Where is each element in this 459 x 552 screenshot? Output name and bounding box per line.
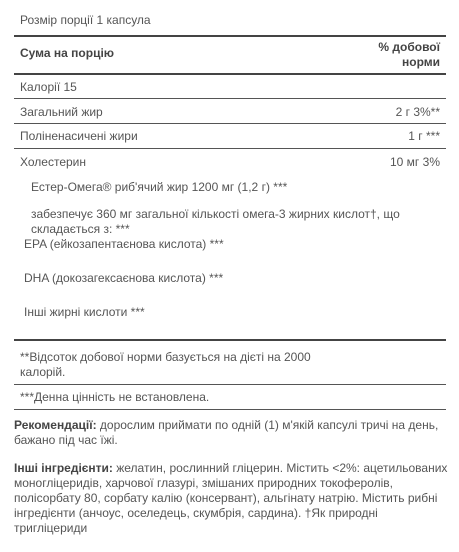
footnote-not-established: ***Денна цінність не встановлена.: [20, 390, 210, 404]
nutrient-name: Поліненасичені жири: [20, 129, 138, 143]
divider: [14, 35, 446, 37]
nutrient-value: 2 г 3%**: [395, 105, 440, 119]
epa-line: EPA (ейкозапентаєнова кислота) ***: [24, 237, 224, 251]
ingredients-line3: полісорбату 80, сорбату калію (консервант), альгінату натрію. Містить рибні: [14, 491, 438, 505]
footnote-daily-value-line2: калорій.: [20, 365, 66, 379]
recommendations-line1: [14, 418, 438, 433]
recommendations-label: Рекомендації:: [14, 418, 97, 432]
omega3-provides-line1: забезпечує 360 мг загальної кількості омега-3 жирних кислот†, що: [31, 207, 400, 221]
divider: [14, 148, 446, 149]
recommendations-text: дорослим приймати по одній (1) м'якій капсулі тричі на день,: [96, 418, 439, 432]
dha-line: DHA (докозагексаєнова кислота) ***: [24, 271, 224, 285]
divider: [14, 409, 446, 410]
divider: [14, 98, 446, 99]
daily-value-header-line2: норми: [401, 55, 440, 69]
nutrient-value: 1 г ***: [408, 129, 440, 143]
ingredients-line4: інгредієнти (анчоус, оселедець, скумбрія, сардина). †Як природні: [14, 506, 378, 520]
divider: [14, 384, 446, 385]
nutrient-name: Загальний жир: [20, 105, 103, 119]
divider: [14, 73, 446, 75]
daily-value-header-line1: % добової: [378, 40, 440, 54]
other-fatty-acids-line: Інші жирні кислоти ***: [24, 305, 145, 319]
ingredients-label: Інші інгредієнти:: [14, 461, 113, 475]
ingredients-line2: моногліцеридів, харчової глазурі, змішаних природних токоферолів,: [14, 476, 393, 490]
amount-per-serving-header: Сума на порцію: [20, 46, 115, 60]
nutrient-name: Калорії 15: [20, 80, 77, 94]
omega3-provides-line2: складається з: ***: [31, 222, 130, 236]
divider: [14, 123, 446, 124]
nutrient-value: 10 мг 3%: [390, 155, 440, 169]
divider: [14, 339, 446, 341]
serving-size: Розмір порції 1 капсула: [20, 13, 151, 27]
ingredients-line1: [14, 461, 447, 476]
footnote-daily-value-line1: **Відсоток добової норми базується на дієті на 2000: [20, 350, 311, 364]
recommendations-line2: бажано під час їжі.: [14, 433, 118, 447]
ester-omega-line: Естер-Омега® риб'ячий жир 1200 мг (1,2 г) ***: [31, 180, 288, 194]
nutrient-name: Холестерин: [20, 155, 86, 169]
ingredients-line5: тригліцериди: [14, 521, 88, 535]
ingredients-text: желатин, рослинний гліцерин. Містить <2%: ацетильованих: [112, 461, 448, 475]
